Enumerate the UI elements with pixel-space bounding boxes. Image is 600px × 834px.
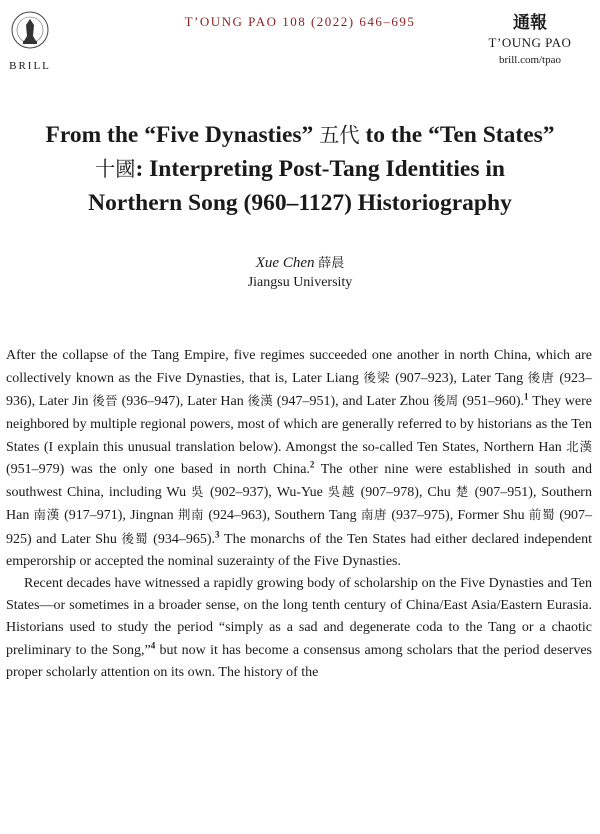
- text-run: but now it has become a consensus among scholars that the period deserves proper scholarly attention on its own. The history of the: [6, 642, 592, 680]
- footnote-ref-2[interactable]: 2: [309, 459, 315, 470]
- author-name-cjk: 薛晨: [318, 256, 345, 271]
- text-run: Recent decades have witnessed a rapidly growing body of scholarship on the Five Dynasties and Ten States—or sometimes in a broader sense, on the long tenth century of China/East Asia/Eastern Eurasia. Historians used to study the period “simply as a sad and degenerate coda to the Tang or a chaotic preliminary to the Song,”: [6, 576, 592, 658]
- footnote-ref-1[interactable]: 1: [524, 391, 529, 402]
- journal-cjk-title: 通報: [513, 13, 547, 33]
- cjk-term: 前蜀: [528, 507, 556, 523]
- text-run: (934–965).: [148, 531, 215, 547]
- text-run: (907–925) and Later Shu: [6, 508, 592, 547]
- body-text: [6, 345, 592, 684]
- cjk-term: 吳: [191, 484, 205, 500]
- text-run: The monarchs of the Ten States had either declared independent emperorship or accepted the nominal suzerainty of the Five Dynasties.: [6, 531, 592, 569]
- text-run: They were neighbored by multiple regional powers, most of which are generally referred to by historians as the Ten States (I explain this unusual translation below). Amongst the so-called Ten States, Northern Han: [6, 394, 592, 455]
- publisher-name: BRILL: [9, 60, 51, 72]
- footnote-ref-3[interactable]: 3: [214, 528, 220, 539]
- text-run: (951–960).: [458, 394, 525, 410]
- text-run: After the collapse of the Tang Empire, five regimes succeeded one another in north China, which are collectively known as the Five Dynasties, that is, Later Liang: [6, 348, 592, 387]
- text-run: (951–979) was the only one based in north China.: [6, 462, 310, 478]
- cjk-term: 南唐: [360, 507, 388, 523]
- title-part-4: Northern Song (960–1127) Historiography: [88, 190, 512, 216]
- journal-name: T’OUNG PAO: [488, 35, 572, 50]
- cjk-term: 後蜀: [121, 530, 149, 546]
- running-head: T’OUNG PAO 108 (2022) 646–695: [184, 14, 416, 29]
- cjk-term: 後晉: [92, 393, 118, 409]
- title-part-1: From the “Five Dynasties”: [45, 122, 320, 148]
- cjk-term: 楚: [455, 484, 470, 500]
- text-run: The other nine were established in south and southwest China, including Wu: [6, 462, 593, 501]
- title-part-3: : Interpreting Post-Tang Identities in: [135, 156, 505, 182]
- article-title: [10, 118, 590, 220]
- text-run: (902–937), Wu-Yue: [205, 485, 328, 501]
- cjk-term: 後唐: [527, 370, 555, 386]
- cjk-term: 後梁: [363, 370, 391, 386]
- footnote-ref-4[interactable]: 4: [150, 639, 156, 650]
- text-run: (947–951), and Later Zhou: [273, 394, 433, 410]
- title-cjk-ten-states: 十國: [95, 157, 136, 181]
- cjk-term: 後漢: [247, 393, 274, 409]
- author-affiliation: Jiangsu University: [247, 275, 353, 290]
- journal-block: [470, 8, 590, 66]
- journal-url[interactable]: brill.com/tpao: [498, 54, 561, 66]
- text-run: (907–978), Chu: [355, 485, 456, 501]
- paragraph-2: [6, 573, 592, 684]
- author-block: [0, 252, 600, 291]
- text-run: (917–971), Jingnan: [59, 508, 178, 524]
- cjk-term: 吳越: [327, 484, 356, 500]
- cjk-term: 荆南: [177, 507, 205, 523]
- text-run: (923–936), Later Jin: [6, 371, 592, 410]
- cjk-term: 南漢: [33, 507, 60, 523]
- text-run: (907–923), Later Tang: [390, 371, 528, 387]
- author-name: Xue Chen: [255, 255, 315, 271]
- text-run: (937–975), Former Shu: [387, 508, 529, 524]
- paragraph-1: [6, 345, 592, 573]
- text-run: (936–947), Later Han: [117, 394, 248, 410]
- title-part-2: to the “Ten States”: [359, 122, 555, 148]
- cjk-term: 北漢: [566, 438, 592, 454]
- text-run: (907–951), Southern Han: [6, 485, 592, 524]
- title-cjk-five-dynasties: 五代: [319, 123, 360, 147]
- text-run: (924–963), Southern Tang: [204, 508, 361, 524]
- author-name-line: [0, 252, 600, 272]
- cjk-term: 後周: [432, 393, 459, 409]
